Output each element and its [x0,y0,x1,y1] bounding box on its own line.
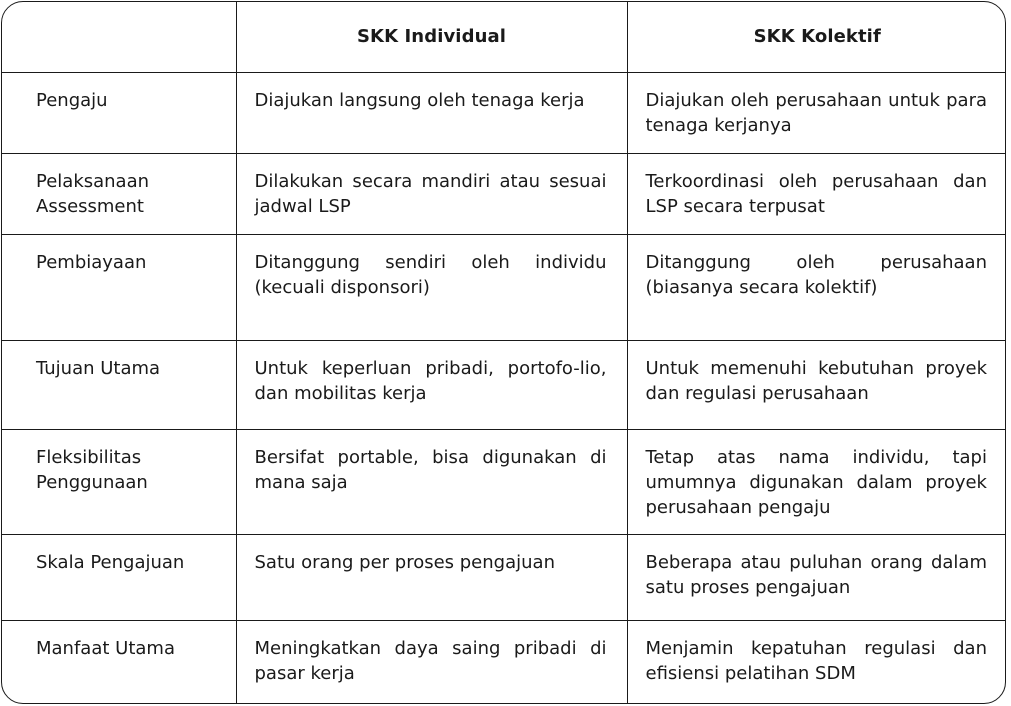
row-label: Tujuan Utama [2,340,236,429]
row-label: Pembiayaan [2,234,236,340]
individual-cell: Satu orang per proses pengajuan [236,534,627,620]
individual-cell: Meningkatkan daya saing pribadi di pasar kerja [236,620,627,704]
table-row-manfaat-utama [2,620,1006,704]
row-label: Pelaksanaan Assessment [2,153,236,234]
comparison-table-grid [2,2,1006,704]
kolektif-cell: Terkoordinasi oleh perusahaan dan LSP secara terpusat [627,153,1006,234]
individual-cell: Diajukan langsung oleh tenaga kerja [236,72,627,153]
row-label: Manfaat Utama [2,620,236,704]
header-row [2,2,1006,72]
row-label: Pengaju [2,72,236,153]
kolektif-cell: Beberapa atau puluhan orang dalam satu proses pengajuan [627,534,1006,620]
table-row-skala-pengajuan [2,534,1006,620]
table-row-tujuan-utama [2,340,1006,429]
comparison-table [1,1,1006,704]
individual-cell: Dilakukan secara mandiri atau sesuai jadwal LSP [236,153,627,234]
kolektif-cell: Untuk memenuhi kebutuhan proyek dan regulasi perusahaan [627,340,1006,429]
individual-cell: Bersifat portable, bisa digunakan di mana saja [236,429,627,534]
header-empty-cell [2,2,236,72]
table-row-pengaju [2,72,1006,153]
table-row-pelaksanaan-assessment [2,153,1006,234]
row-label: Fleksibilitas Penggunaan [2,429,236,534]
individual-cell: Ditanggung sendiri oleh individu (kecuali disponsori) [236,234,627,340]
header-skk-kolektif: SKK Kolektif [627,2,1006,72]
table-row-fleksibilitas-penggunaan [2,429,1006,534]
header-skk-individual: SKK Individual [236,2,627,72]
kolektif-cell: Menjamin kepatuhan regulasi dan efisiensi pelatihan SDM [627,620,1006,704]
kolektif-cell: Tetap atas nama individu, tapi umumnya digunakan dalam proyek perusahaan pengaju [627,429,1006,534]
kolektif-cell: Diajukan oleh perusahaan untuk para tenaga kerjanya [627,72,1006,153]
kolektif-cell: Ditanggung oleh perusahaan (biasanya secara kolektif) [627,234,1006,340]
row-label: Skala Pengajuan [2,534,236,620]
table-row-pembiayaan [2,234,1006,340]
individual-cell: Untuk keperluan pribadi, portofo-lio, dan mobilitas kerja [236,340,627,429]
